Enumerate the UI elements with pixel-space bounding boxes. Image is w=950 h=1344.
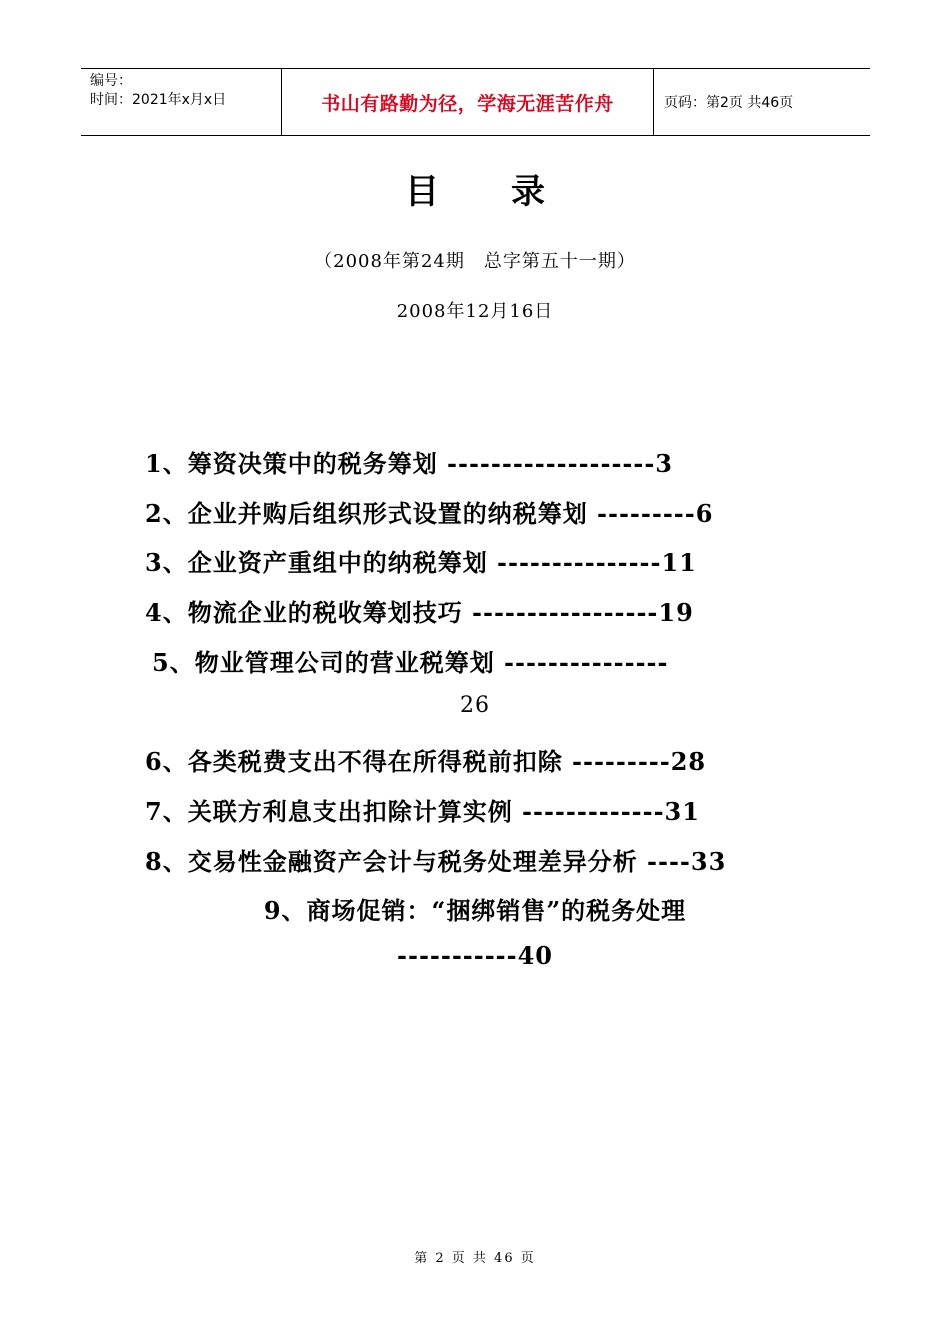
toc-item-5[interactable]: 5、物业管理公司的营业税筹划 --------------- xyxy=(152,648,669,677)
page-footer: 第 2 页 共 46 页 xyxy=(414,1251,536,1266)
toc-item-4[interactable]: 4、物流企业的税收筹划技巧 -----------------19 xyxy=(145,598,694,627)
publication-date: 2008年12月16日 xyxy=(396,301,554,322)
title-char-2: 录 xyxy=(511,172,545,212)
toc-item-9[interactable]: 9、商场促销：“捆绑销售”的税务处理 xyxy=(263,896,687,925)
time-label: 时间：2021年x月x日 xyxy=(90,92,227,108)
toc-item-1[interactable]: 1、筹资决策中的税务筹划 -------------------3 xyxy=(145,449,674,478)
number-label: 编号： xyxy=(90,73,132,89)
toc-item-2[interactable]: 2、企业并购后组织形式设置的纳税筹划 ---------6 xyxy=(145,499,714,528)
title-char-1: 目 xyxy=(405,172,439,212)
header-meta xyxy=(81,69,281,135)
page-title xyxy=(0,164,950,213)
toc-item-6[interactable]: 6、各类税费支出不得在所得税前扣除 ---------28 xyxy=(145,747,707,776)
header-motto-cell xyxy=(281,69,654,135)
header-table xyxy=(81,68,870,136)
issue-line: （2008年第24期 总字第五十一期） xyxy=(314,251,636,272)
page-info-text: 页码：第2页 共46页 xyxy=(664,95,794,111)
toc-item-7[interactable]: 7、关联方利息支出扣除计算实例 -------------31 xyxy=(145,797,700,826)
toc-item-5-page[interactable]: 26 xyxy=(460,693,490,718)
toc-item-9-page[interactable]: -----------40 xyxy=(397,941,553,970)
motto-text: 书山有路勤为径，学海无涯苦作舟 xyxy=(321,92,614,115)
toc-item-8[interactable]: 8、交易性金融资产会计与税务处理差异分析 ----33 xyxy=(145,847,727,876)
toc-item-3[interactable]: 3、企业资产重组中的纳税筹划 ---------------11 xyxy=(145,548,697,577)
header-page-info xyxy=(654,69,870,135)
